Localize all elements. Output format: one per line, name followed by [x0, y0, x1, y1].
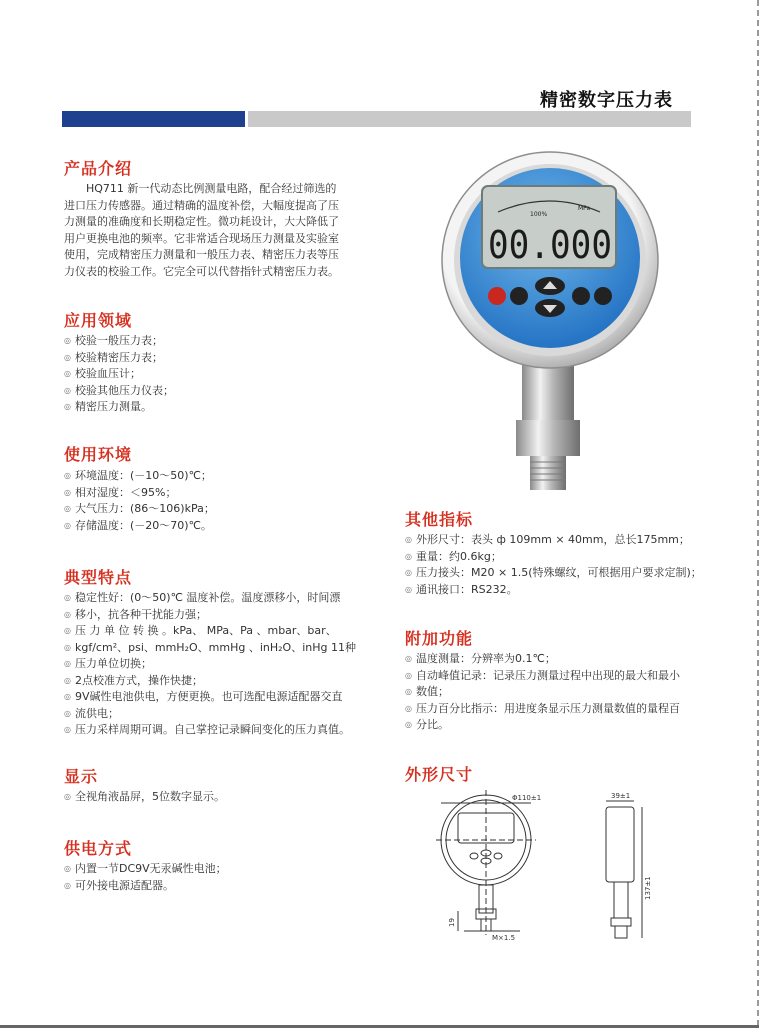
list-item: ◎ 2点校准方式，操作快捷； [64, 673, 364, 690]
power-list [64, 861, 364, 894]
list-item-cont [64, 607, 364, 624]
list-item: ◎ 温度测量：分辨率为0.1℃； [405, 651, 705, 668]
intro-line: 使用，完成精密压力测量和一般压力表、精密压力表等压 [64, 248, 339, 261]
list-item: ◎ 存储温度：(－20～70)℃。 [64, 518, 364, 535]
list-item-cont [64, 640, 364, 657]
list-item: ◎ 外形尺寸：表头 ф 109mm × 40mm，总长175mm； [405, 532, 705, 549]
dimensions-title: 外形尺寸 [405, 765, 474, 784]
environment-title: 使用环境 [64, 445, 133, 464]
list-item-cont [405, 684, 705, 701]
intro-line: 力测量的准确度和长期稳定性。微功耗设计，大大降低了 [64, 215, 339, 228]
page-title: 精密数字压力表 [540, 90, 673, 111]
list-item: ◎ 大气压力：(86～106)kPa； [64, 501, 364, 518]
list-item: ◎ 压力采样周期可调。自己掌控记录瞬间变化的压力真值。 [64, 722, 364, 739]
environment-list [64, 468, 364, 534]
list-item-cont [64, 656, 364, 673]
list-item-text: 数值； [416, 685, 449, 698]
list-item-text: kgf/cm²、psi、mmH₂O、mmHg 、inH₂O、inHg 11种 [75, 640, 356, 654]
list-item: ◎ 可外接电源适配器。 [64, 878, 364, 895]
features-list [64, 590, 364, 739]
intro-line: 进口压力传感器。通过精确的温度补偿，大幅度提高了压 [64, 198, 339, 212]
list-item: ◎ 全视角液晶屏，5位数字显示。 [64, 789, 364, 806]
list-item: ◎ 压力接头：M20 × 1.5(特殊螺纹，可根据用户要求定制)； [405, 565, 705, 582]
label-diameter: Φ110±1 [512, 794, 542, 802]
intro-title: 产品介绍 [64, 159, 133, 178]
list-item: ◎ 精密压力测量。 [64, 399, 364, 416]
list-item: ◎ 内置一节DC9V无汞碱性电池； [64, 861, 364, 878]
header-bar-gray [248, 111, 691, 127]
display-list [64, 789, 364, 806]
intro-text [64, 181, 364, 280]
dimension-drawing [428, 785, 668, 955]
list-item: ◎ 9V碱性电池供电，方便更换。也可选配电源适配器交直 [64, 689, 364, 706]
intro-line: HQ711 新一代动态比例测量电路，配合经过筛选的 [64, 182, 337, 195]
power-button-icon [488, 287, 506, 305]
intro-line: 力仪表的校验工作。它完全可以代替指针式精密压力表。 [64, 264, 339, 278]
extra-title: 附加功能 [405, 629, 474, 648]
list-item-cont [64, 706, 364, 723]
gauge-percent: 100% [530, 211, 548, 218]
light-button-icon [594, 287, 612, 305]
list-item: ◎ 稳定性好：(0～50)℃ 温度补偿。温度漂移小，时间漂 [64, 590, 364, 607]
gauge-image [430, 150, 670, 495]
list-item: ◎ 通讯接口：RS232。 [405, 582, 705, 599]
list-item-text: 压力单位切换； [75, 657, 152, 670]
applications-title: 应用领域 [64, 311, 133, 330]
features-title: 典型特点 [64, 568, 133, 587]
applications-list [64, 333, 364, 416]
specs-title: 其他指标 [405, 510, 474, 529]
list-item-text: 移小，抗各种干扰能力强； [75, 607, 207, 621]
list-item: ◎ 重量：约0.6kg； [405, 549, 705, 566]
list-item: ◎ 环境温度：(－10～50)℃； [64, 468, 364, 485]
list-item: ◎ 自动峰值记录：记录压力测量过程中出现的最大和最小 [405, 668, 705, 685]
list-item-text: 流供电； [75, 706, 119, 720]
dimension-drawing-svg [428, 785, 668, 955]
list-item-text: 分比。 [416, 718, 449, 731]
extra-list [405, 651, 705, 734]
label-stem: 19 [448, 918, 456, 927]
gauge-unit: MPa [578, 205, 591, 212]
digital-pressure-gauge [430, 150, 670, 495]
list-item: ◎ 相对湿度：＜95%； [64, 485, 364, 502]
list-item: ◎ 校验其他压力仪表； [64, 383, 364, 400]
specs-list [405, 532, 705, 598]
label-thread: M×1.5 [492, 934, 516, 942]
header-bar-accent [62, 111, 245, 127]
label-height: 137±1 [644, 876, 652, 900]
list-item-cont [405, 717, 705, 734]
label-width: 39±1 [611, 792, 631, 800]
display-title: 显示 [64, 767, 99, 786]
power-title: 供电方式 [64, 839, 133, 858]
zero-button-icon [572, 287, 590, 305]
list-item: ◎ 压力百分比指示：用进度条显示压力测量数值的量程百 [405, 701, 705, 718]
list-item: ◎ 校验精密压力表； [64, 350, 364, 367]
list-item: ◎ 校验一般压力表； [64, 333, 364, 350]
intro-line: 用户更换电池的频率。它非常适合现场压力测量及实验室 [64, 231, 339, 245]
unit-button-icon [510, 287, 528, 305]
list-item: ◎ 校验血压计； [64, 366, 364, 383]
list-item: ◎ 压 力 单 位 转 换 。kPa、 MPa、Pa 、mbar、bar、 [64, 623, 364, 640]
gauge-reading: 00.000 [488, 223, 612, 267]
